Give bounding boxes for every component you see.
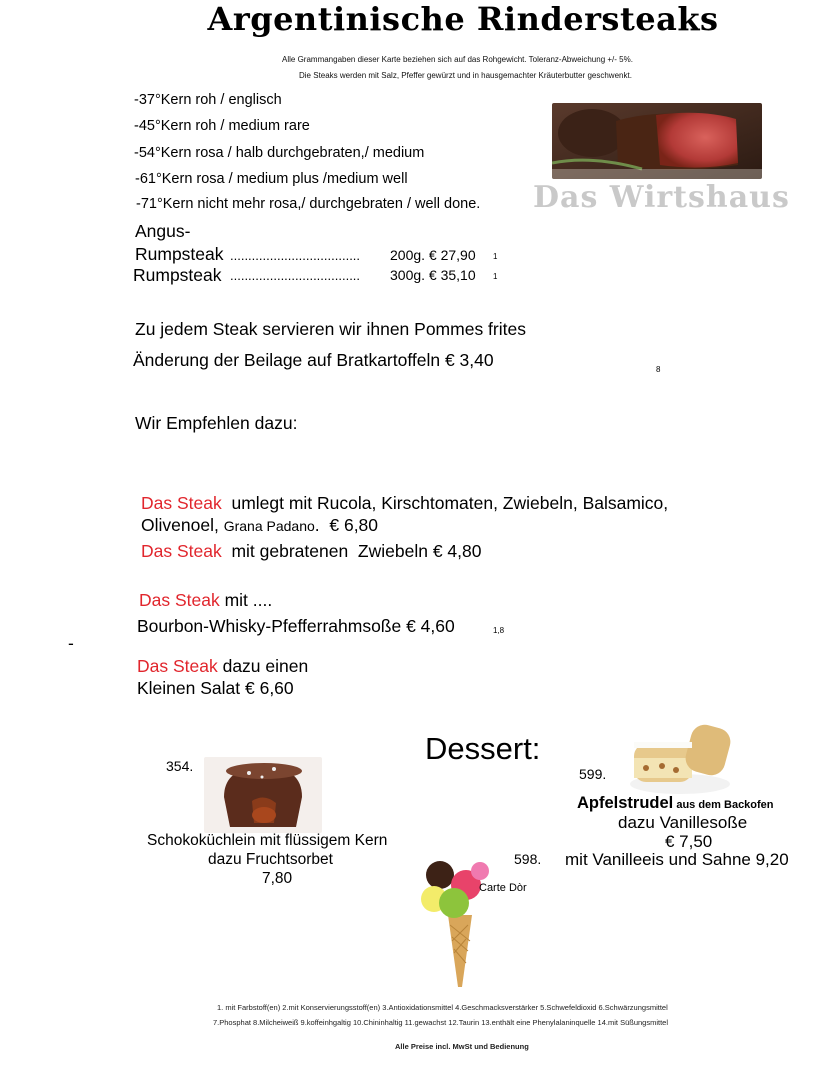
steak-photo [552, 103, 762, 179]
allergen-mark: 1,8 [493, 626, 505, 635]
sides-change: Änderung der Beilage auf Bratkartoffeln € 3,40 [133, 350, 494, 370]
allergen-legend: 1. mit Farbstoff(en) 2.mit Konservierungsstoff(en) 3.Antioxidationsmittel 4.Geschmacksverstärker 5.Schwefeldioxid 6.Schwärzungsmittel [217, 1003, 668, 1012]
apfelstrudel-title [577, 794, 774, 813]
allergen-legend: 7.Phosphat 8.Milcheiweiß 9.koffeinhgaltig 10.Chininhaltig 11.gewachst 12.Taurin 13.enthält eine Phenylalaninquelle 14.mit Süßungsmittel [213, 1018, 669, 1027]
seasoning-note: Die Steaks werden mit Salz, Pfeffer gewürzt und in hausgemachter Kräuterbutter geschwenkt. [299, 71, 632, 80]
das-steak-label: Das Steak [141, 541, 222, 561]
temp-item: -45°Kern roh / medium rare [134, 118, 310, 134]
dessert-heading: Dessert: [425, 731, 541, 766]
dessert-desc: dazu Vanillesoße [618, 813, 748, 832]
recommend-item-1 [141, 493, 668, 514]
temp-item: -54°Kern rosa / halb durchgebraten,/ medium [134, 145, 425, 161]
logo-wordmark: Das Wirtshaus [533, 180, 790, 215]
dessert-name-suffix: aus dem Backofen [673, 799, 774, 811]
dash-mark: - [68, 633, 74, 653]
allergen-mark: 8 [656, 365, 661, 374]
allergen-mark: 1 [493, 252, 498, 261]
weight-note: Alle Grammangaben dieser Karte beziehen sich auf das Rohgewicht. Toleranz-Abweichung +/- 5%. [282, 55, 633, 64]
sides-line: Zu jedem Steak servieren wir ihnen Pommes frites [135, 319, 526, 339]
leader-dots: .................................... [230, 268, 361, 283]
dessert-desc: Schokoküchlein mit flüssigem Kern [147, 832, 388, 849]
leader-dots: .................................... [230, 248, 361, 263]
dessert-name: Apfelstrudel [577, 794, 674, 812]
chocolate-cake-photo [204, 757, 322, 833]
temp-item: -61°Kern rosa / medium plus /medium well [135, 171, 408, 187]
recommend-item-4-line2: Kleinen Salat € 6,60 [137, 678, 294, 698]
steak-price: 200g. € 27,90 [390, 247, 476, 263]
steak-price: 300g. € 35,10 [390, 267, 476, 283]
steak-name: Rumpsteak [135, 244, 224, 264]
allergen-mark: 1 [493, 272, 498, 281]
item-text: Grana Padano [223, 518, 315, 534]
vat-note: Alle Preise incl. MwSt und Bedienung [395, 1042, 529, 1051]
recommend-item-3-line2: Bourbon-Whisky-Pfefferrahmsoße € 4,60 [137, 616, 455, 636]
steak-name: Rumpsteak [133, 265, 222, 285]
item-text: umlegt mit Rucola, Kirschtomaten, Zwiebeln, Balsamico, [221, 493, 669, 513]
apple-strudel-photo [628, 718, 732, 796]
das-steak-label: Das Steak [139, 590, 220, 610]
page-title: Argentinische Rindersteaks [207, 0, 719, 38]
item-text: dazu einen [217, 656, 309, 676]
steak-prefix: Angus- [135, 221, 191, 241]
dessert-number: 598. [514, 851, 542, 867]
temp-item: -37°Kern roh / englisch [134, 92, 282, 108]
ice-cream-label: Carte Dòr [479, 882, 527, 894]
recommend-item-2 [141, 541, 481, 562]
temp-item: -71°Kern nicht mehr rosa,/ durchgebraten / well done. [136, 196, 481, 212]
dessert-desc: dazu Fruchtsorbet [208, 851, 333, 868]
dessert-number: 354. [166, 758, 194, 774]
das-steak-label: Das Steak [141, 493, 222, 513]
item-text: mit .... [219, 590, 273, 610]
item-text: mit gebratenen Zwiebeln € 4,80 [221, 541, 482, 561]
dessert-number: 599. [579, 766, 607, 782]
item-text: Olivenoel, [141, 515, 219, 535]
recommend-heading: Wir Empfehlen dazu: [135, 413, 298, 433]
recommend-item-4 [137, 656, 308, 677]
ice-cream-photo [410, 855, 510, 990]
das-steak-label: Das Steak [137, 656, 218, 676]
item-price: . € 6,80 [314, 515, 379, 535]
dessert-price: 7,80 [262, 870, 293, 887]
dessert-price: € 7,50 [665, 832, 713, 851]
recommend-item-3 [139, 590, 272, 611]
recommend-item-1-line2 [141, 515, 378, 536]
dessert-desc: mit Vanilleeis und Sahne 9,20 [565, 850, 789, 869]
